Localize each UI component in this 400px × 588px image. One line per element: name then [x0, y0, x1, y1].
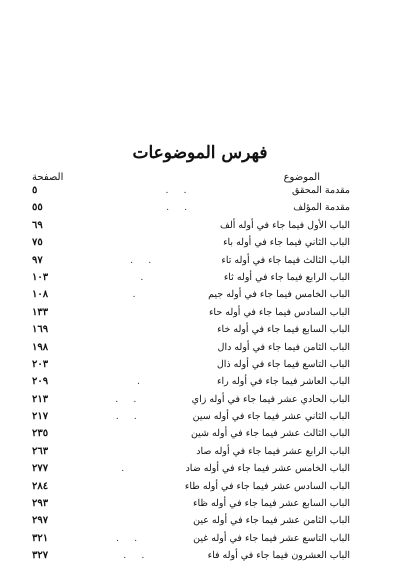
toc-entry-page-number: ٦٩	[32, 219, 43, 231]
toc-entry-title: الباب السابع فيما جاء في أوله خاء	[217, 324, 350, 336]
toc-entry-title: الباب العاشر فيما جاء في أوله راء	[217, 376, 350, 388]
toc-entry-title: الباب الخامس فيما جاء في أوله جيم	[208, 289, 350, 301]
toc-entry-title: الباب الثالث فيما جاء في أوله تاء	[221, 254, 350, 266]
toc-entry-page-number: ٢٦٣	[32, 445, 49, 457]
toc-entry-page-number: ٢٧٧	[32, 463, 49, 475]
toc-entry	[32, 289, 350, 306]
toc-entry-page-number: ٣٢٧	[32, 550, 49, 562]
toc-entry-page-number: ٢٩٣	[32, 498, 49, 510]
toc-entry-leader: .	[140, 271, 150, 283]
toc-entry-page-number: ٢١٧	[32, 411, 49, 423]
toc-entry	[32, 515, 350, 532]
toc-entry	[32, 359, 350, 376]
toc-entry-page-number: ٢٣٥	[32, 428, 49, 440]
toc-entry-leader: .	[132, 289, 142, 301]
toc-entry	[32, 307, 350, 324]
toc-entry	[32, 446, 350, 463]
toc-entry-title: الباب التاسع فيما جاء في أوله ذال	[216, 358, 350, 370]
toc-entry	[32, 533, 350, 550]
toc-entry-title: الباب السادس فيما جاء في أوله حاء	[208, 306, 350, 318]
toc-entry-title: الباب الثاني عشر فيما جاء في أوله سين	[192, 411, 350, 423]
toc-entry-page-number: ٢٠٣	[32, 358, 49, 370]
page-column-header: الصفحة	[32, 172, 64, 183]
toc-entry-title: الباب الخامس عشر فيما جاء في أوله ضاد	[185, 463, 350, 475]
toc-entry-leader: .	[137, 376, 147, 388]
toc-entry	[32, 202, 350, 219]
toc-entry-page-number: ٩٧	[32, 254, 43, 266]
toc-entry	[32, 324, 350, 341]
toc-entry	[32, 411, 350, 428]
toc-entry-title: الباب التاسع عشر فيما جاء في أوله غين	[193, 532, 350, 544]
toc-entry	[32, 237, 350, 254]
toc-entry-title: مقدمة المؤلف	[293, 202, 350, 214]
topic-column-header: الموضوع	[283, 172, 320, 183]
toc-entry-page-number: ١٠٣	[32, 271, 49, 283]
toc-entry-title: الباب الأول فيما جاء في أوله ألف	[220, 219, 350, 231]
toc-entry-leader: . .	[116, 532, 144, 544]
toc-entry	[32, 498, 350, 515]
toc-entry-title: الباب السادس عشر فيما جاء في أوله طاء	[184, 480, 350, 492]
toc-entry	[32, 272, 350, 289]
toc-entry-page-number: ١٩٨	[32, 341, 49, 353]
toc-entry-title: الباب الرابع فيما جاء في أوله ثاء	[223, 271, 350, 283]
toc-entry-leader: . .	[115, 411, 143, 423]
toc-entry-page-number: ٥	[32, 185, 38, 196]
toc-entry	[32, 463, 350, 480]
toc-entry	[32, 550, 350, 567]
toc-entry-title: مقدمة المحقق	[292, 185, 350, 196]
toc-entry	[32, 342, 350, 359]
toc-entry-title: الباب الثامن فيما جاء في أوله دال	[217, 341, 350, 353]
toc-entry	[32, 428, 350, 445]
toc-entry-title: الباب الحادي عشر فيما جاء في أوله زاي	[191, 393, 350, 405]
toc-entry-leader: .	[121, 463, 131, 475]
toc-entry-page-number: ٢٨٤	[32, 480, 49, 492]
toc-entry-leader: . .	[165, 185, 193, 196]
toc-entry	[32, 481, 350, 498]
toc-entry-title: الباب الثالث عشر فيما جاء في أوله شين	[190, 428, 350, 440]
toc-entry-title: الباب العشرون فيما جاء في أوله فاء	[207, 550, 350, 562]
toc-entry-title: الباب الثاني فيما جاء في أوله باء	[223, 237, 350, 249]
toc-entry-page-number: ١٣٣	[32, 306, 49, 318]
table-of-contents	[32, 185, 350, 568]
toc-entry	[32, 220, 350, 237]
toc-entry-title: الباب الثامن عشر فيما جاء في أوله عين	[193, 515, 350, 527]
toc-entry-page-number: ٧٥	[32, 237, 43, 249]
toc-entry-page-number: ٣٢١	[32, 532, 49, 544]
toc-entry-page-number: ٢١٣	[32, 393, 49, 405]
toc-entry-leader: . .	[123, 550, 151, 562]
toc-entry	[32, 376, 350, 393]
toc-entry	[32, 185, 350, 202]
toc-entry-leader: . .	[130, 254, 158, 266]
page-title: فهرس الموضوعات	[132, 143, 268, 163]
toc-entry	[32, 255, 350, 272]
toc-entry-title: الباب السابع عشر فيما جاء في أوله ظاء	[193, 498, 350, 510]
toc-entry-page-number: ٢٠٩	[32, 376, 49, 388]
toc-entry-page-number: ٥٥	[32, 202, 43, 214]
toc-entry-page-number: ٢٩٧	[32, 515, 49, 527]
toc-entry-title: الباب الرابع عشر فيما جاء في أوله صاد	[196, 445, 350, 457]
toc-entry-page-number: ١٠٨	[32, 289, 49, 301]
toc-entry-leader: . .	[115, 393, 143, 405]
toc-entry-page-number: ١٦٩	[32, 324, 49, 336]
toc-entry-leader: . .	[166, 202, 194, 214]
toc-entry	[32, 394, 350, 411]
